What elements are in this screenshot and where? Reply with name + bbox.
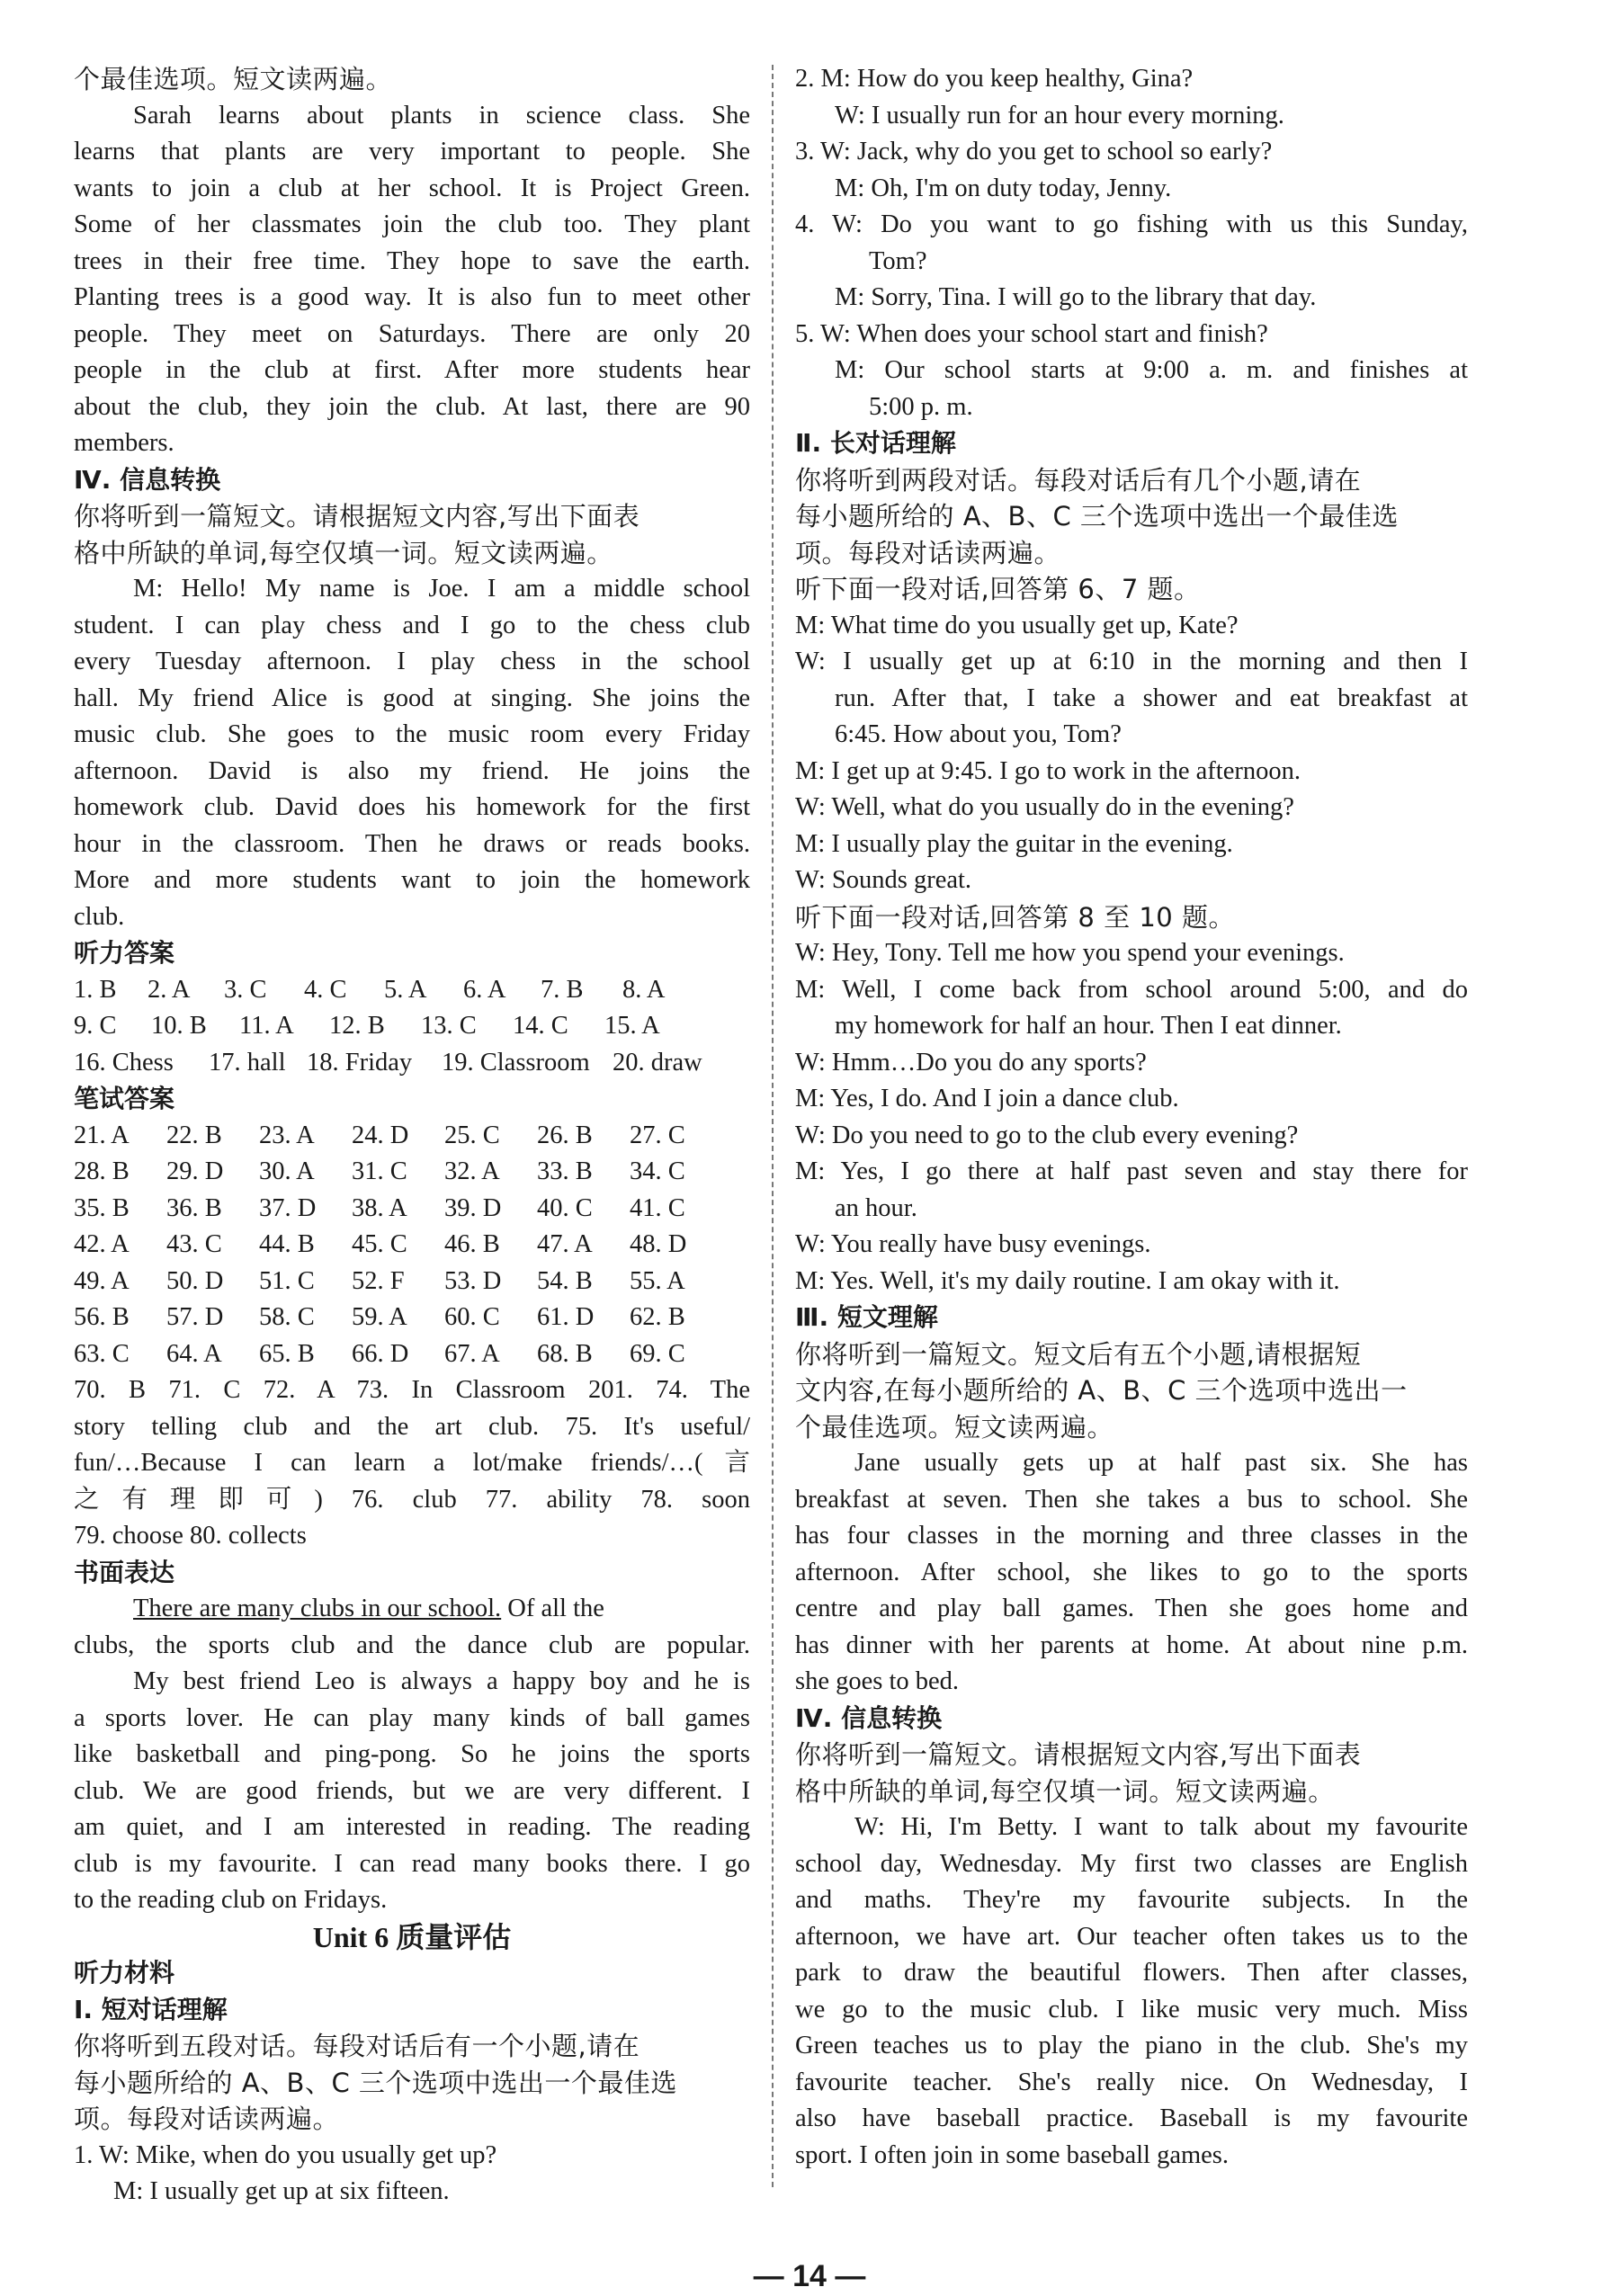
written-answers-heading: 笔试答案 bbox=[74, 1084, 175, 1113]
text-line: centre and play ball games. Then she goes home and bbox=[795, 1595, 1468, 1622]
dialogue-line: M: Oh, I'm on duty today, Jenny. bbox=[835, 174, 1172, 202]
text-line: breakfast at seven. Then she takes a bus to school. She bbox=[795, 1485, 1468, 1514]
answer-item: 20. draw bbox=[613, 1048, 702, 1077]
answer-item: 26. B bbox=[537, 1121, 593, 1149]
dialogue-line: 5. W: When does your school start and finish? bbox=[795, 319, 1268, 348]
dialogue-line: 5:00 p. m. bbox=[869, 392, 973, 421]
text-line: like basketball and ping-pong. So he joins the sports bbox=[74, 1740, 750, 1768]
listening-material-heading: 听力材料 bbox=[74, 1958, 175, 1988]
text-line: W: Hi, I'm Betty. I want to talk about my favourite bbox=[854, 1813, 1468, 1841]
answer-item: 33. B bbox=[537, 1157, 593, 1185]
dialogue-line: W: You really have busy evenings. bbox=[795, 1230, 1151, 1258]
text-line: to the reading club on Fridays. bbox=[74, 1886, 388, 1914]
dialogue-line: M: I usually get up at six fifteen. bbox=[113, 2177, 450, 2205]
instruction-line: 格中所缺的单词,每空仅填一词。短文读两遍。 bbox=[74, 537, 613, 568]
dialogue-line: M: Yes. Well, it's my daily routine. I am okay with it. bbox=[795, 1266, 1340, 1295]
dialogue-line: an hour. bbox=[835, 1193, 917, 1222]
answer-line: story telling club and the art club. 75. It's useful/ bbox=[74, 1412, 750, 1441]
text-line: people. They meet on Saturdays. There are only 20 bbox=[74, 319, 750, 348]
instruction-line: 你将听到一篇短文。请根据短文内容,写出下面表 bbox=[795, 1739, 1362, 1770]
answer-row bbox=[74, 1300, 750, 1336]
answer-row bbox=[74, 1045, 750, 1082]
answer-row bbox=[74, 1264, 750, 1300]
answer-item: 6. A bbox=[463, 975, 506, 1004]
text-line: student. I can play chess and I go to the chess club bbox=[74, 611, 750, 639]
dialogue-line: 3. W: Jack, why do you get to school so early? bbox=[795, 138, 1273, 165]
column-divider bbox=[772, 65, 774, 2187]
answer-item: 58. C bbox=[259, 1303, 315, 1331]
text-line: has four classes in the morning and three classes in the bbox=[795, 1522, 1468, 1550]
text-line: park to draw the beautiful flowers. Then after classes, bbox=[795, 1959, 1468, 1987]
question-note: 听下面一段对话,回答第 6、7 题。 bbox=[795, 574, 1201, 604]
text-line: learns that plants are very important to people. She bbox=[74, 138, 750, 165]
essay-body bbox=[74, 1628, 750, 1919]
section-heading: Ⅳ. 信息转换 bbox=[795, 1702, 943, 1733]
passage-jane bbox=[795, 1445, 1468, 1701]
text-line: clubs, the sports club and the dance club are popular. bbox=[74, 1630, 750, 1659]
answer-item: 24. D bbox=[352, 1121, 409, 1149]
text-line: Green teaches us to play the piano in the club. She's my bbox=[795, 2032, 1468, 2059]
text-line: favourite teacher. She's really nice. On Wednesday, I bbox=[795, 2068, 1468, 2096]
answer-item: 22. B bbox=[166, 1121, 222, 1149]
answer-item: 36. B bbox=[166, 1193, 222, 1222]
answer-item: 31. C bbox=[352, 1157, 407, 1185]
answer-item: 2. A bbox=[148, 975, 191, 1004]
instruction-line: 项。每段对话读两遍。 bbox=[795, 537, 1061, 568]
answer-item: 44. B bbox=[259, 1230, 315, 1258]
text-line: wants to join a club at her school. It is Project Green. bbox=[74, 174, 750, 202]
answer-item: 41. C bbox=[630, 1193, 685, 1222]
answer-item: 57. D bbox=[166, 1303, 224, 1331]
dialogue-line: M: Yes, I go there at half past seven and stay there for bbox=[795, 1157, 1468, 1185]
text-line: M: Hello! My name is Joe. I am a middle school bbox=[133, 575, 750, 603]
answer-item: 30. A bbox=[259, 1157, 315, 1185]
text-line: afternoon. After school, she likes to go to the sports bbox=[795, 1558, 1468, 1586]
instruction-line: 文内容,在每小题所给的 A、B、C 三个选项中选出一 bbox=[795, 1375, 1408, 1406]
text-line: Some of her classmates join the club too. They plant bbox=[74, 210, 750, 238]
dialogue-line: M: Sorry, Tina. I will go to the library that day. bbox=[835, 283, 1317, 311]
text-line: she goes to bed. bbox=[795, 1667, 960, 1695]
answer-item: 63. C bbox=[74, 1339, 130, 1368]
answer-row bbox=[74, 972, 750, 1009]
section-heading: Ⅲ. 短文理解 bbox=[795, 1302, 938, 1332]
underlined-sentence: There are many clubs in our school. bbox=[133, 1595, 502, 1622]
text-line: about the club, they join the club. At last, there are 90 bbox=[74, 392, 750, 421]
text-line: trees in their free time. They hope to save the earth. bbox=[74, 246, 750, 275]
text-line: people in the club at first. After more students hear bbox=[74, 356, 750, 384]
dialogue-line: 4. W: Do you want to go fishing with us this Sunday, bbox=[795, 210, 1468, 238]
dialogue-line: W: I usually run for an hour every morning. bbox=[835, 101, 1284, 130]
long-dialogue-2 bbox=[795, 935, 1468, 1300]
text-line: 个最佳选项。短文读两遍。 bbox=[74, 64, 393, 94]
answer-item: 53. D bbox=[444, 1266, 502, 1295]
text-line: afternoon, we have art. Our teacher often takes us to the bbox=[795, 1922, 1468, 1951]
answer-item: 46. B bbox=[444, 1230, 500, 1258]
page-number: — 14 — bbox=[753, 2259, 866, 2293]
answer-item: 51. C bbox=[259, 1266, 315, 1295]
passage-joe bbox=[74, 571, 750, 935]
answer-line: fun/…Because I can learn a lot/make friends/…(言 bbox=[74, 1449, 750, 1477]
text-line: hour in the classroom. Then he draws or reads books. bbox=[74, 829, 750, 858]
answer-item: 10. B bbox=[151, 1012, 207, 1040]
instruction-line: 你将听到两段对话。每段对话后有几个小题,请在 bbox=[795, 464, 1362, 496]
unit-title: Unit 6 质量评估 bbox=[312, 1920, 512, 1953]
answer-item: 12. B bbox=[329, 1012, 385, 1040]
text-line: My best friend Leo is always a happy boy and he is bbox=[133, 1667, 750, 1695]
answer-item: 1. B bbox=[74, 975, 117, 1004]
answer-item: 9. C bbox=[74, 1012, 117, 1040]
answer-item: 64. A bbox=[166, 1339, 222, 1368]
answer-item: 43. C bbox=[166, 1230, 222, 1258]
answer-item: 39. D bbox=[444, 1193, 502, 1222]
instruction-line: 每小题所给的 A、B、C 三个选项中选出一个最佳选 bbox=[74, 2067, 677, 2098]
instruction-line: 你将听到一篇短文。短文后有五个小题,请根据短 bbox=[795, 1338, 1362, 1370]
dialogue-line: M: Well, I come back from school around 5:00, and do bbox=[795, 975, 1468, 1004]
answer-row bbox=[74, 1227, 750, 1264]
passage-betty bbox=[795, 1809, 1468, 2174]
answer-item: 23. A bbox=[259, 1121, 315, 1149]
text-line: music club. She goes to the music room every Friday bbox=[74, 720, 750, 748]
answer-item: 8. A bbox=[622, 975, 666, 1004]
instruction-line: 项。每段对话读两遍。 bbox=[74, 2104, 340, 2134]
answer-item: 61. D bbox=[537, 1303, 595, 1331]
instruction-line: 个最佳选项。短文读两遍。 bbox=[795, 1411, 1114, 1443]
answer-item: 34. C bbox=[630, 1157, 685, 1185]
text-line: we go to the music club. I like music very much. Miss bbox=[795, 1995, 1468, 2024]
text-line: members. bbox=[74, 429, 174, 457]
text-line: More and more students want to join the homework bbox=[74, 866, 750, 894]
answer-row bbox=[74, 1336, 750, 1373]
answer-item: 38. A bbox=[352, 1193, 407, 1222]
answer-line: 之有理即可) 76. club 77. ability 78. soon bbox=[74, 1485, 750, 1514]
answer-item: 60. C bbox=[444, 1303, 500, 1331]
dialogue-line: W: Well, what do you usually do in the evening? bbox=[795, 793, 1294, 821]
dialogue-line: W: Sounds great. bbox=[795, 866, 972, 894]
answer-item: 68. B bbox=[537, 1339, 593, 1368]
text-line: am quiet, and I am interested in reading. The reading bbox=[74, 1813, 750, 1841]
text-line: Jane usually gets up at half past six. She has bbox=[854, 1449, 1468, 1477]
answer-row bbox=[74, 1154, 750, 1191]
answer-item: 37. D bbox=[259, 1193, 317, 1222]
answer-item: 11. A bbox=[239, 1012, 294, 1040]
answer-item: 40. C bbox=[537, 1193, 593, 1222]
text-line: Sarah learns about plants in science class. She bbox=[133, 101, 750, 130]
answer-item: 35. B bbox=[74, 1193, 130, 1222]
answer-item: 21. A bbox=[74, 1121, 130, 1149]
answer-item: 17. hall bbox=[209, 1048, 286, 1077]
dialogue-line: 6:45. How about you, Tom? bbox=[835, 720, 1122, 748]
answer-item: 49. A bbox=[74, 1266, 130, 1295]
text-line: club. bbox=[74, 902, 125, 931]
text-line: sport. I often join in some baseball games. bbox=[795, 2140, 1230, 2169]
text-line: club is my favourite. I can read many books there. I go bbox=[74, 1849, 750, 1878]
answer-item: 29. D bbox=[166, 1157, 224, 1185]
dialogue-line: M: What time do you usually get up, Kate? bbox=[795, 611, 1239, 639]
text-line: also have baseball practice. Baseball is my favourite bbox=[795, 2104, 1468, 2132]
text-line: club. We are good friends, but we are very different. I bbox=[74, 1776, 750, 1805]
dialogue-line: W: Hey, Tony. Tell me how you spend your evenings. bbox=[795, 939, 1345, 967]
text-line: every Tuesday afternoon. I play chess in the school bbox=[74, 648, 750, 675]
answer-item: 3. C bbox=[224, 975, 267, 1004]
answer-item: 14. C bbox=[513, 1012, 568, 1040]
answer-item: 15. A bbox=[604, 1012, 660, 1040]
long-dialogue-1 bbox=[795, 608, 1468, 899]
question-note: 听下面一段对话,回答第 8 至 10 题。 bbox=[795, 901, 1235, 933]
answer-item: 7. B bbox=[541, 975, 584, 1004]
listening-answers bbox=[74, 972, 750, 1082]
dialogue-line: M: I get up at 9:45. I go to work in the afternoon. bbox=[795, 756, 1301, 785]
answer-item: 27. C bbox=[630, 1121, 685, 1149]
instruction-line: 你将听到一篇短文。请根据短文内容,写出下面表 bbox=[74, 501, 640, 532]
left-column bbox=[74, 61, 750, 2211]
instruction-line: 格中所缺的单词,每空仅填一词。短文读两遍。 bbox=[795, 1775, 1335, 1807]
text-line: hall. My friend Alice is good at singing. She joins the bbox=[74, 683, 750, 712]
text-line: school day, Wednesday. My first two classes are English bbox=[795, 1849, 1468, 1878]
answer-item: 67. A bbox=[444, 1339, 500, 1368]
dialogue-line: M: Yes, I do. And I join a dance club. bbox=[795, 1085, 1179, 1112]
answer-item: 13. C bbox=[421, 1012, 477, 1040]
answer-item: 47. A bbox=[537, 1230, 593, 1258]
listening-answers-heading: 听力答案 bbox=[74, 938, 175, 968]
essay-heading: 书面表达 bbox=[74, 1557, 175, 1587]
dialogue-line: 2. M: How do you keep healthy, Gina? bbox=[795, 65, 1194, 93]
answer-item: 59. A bbox=[352, 1303, 407, 1331]
essay-first-line bbox=[74, 1591, 750, 1628]
written-answers bbox=[74, 1118, 750, 1373]
section-heading: Ⅱ. 长对话理解 bbox=[795, 428, 956, 458]
answer-item: 55. A bbox=[630, 1266, 685, 1295]
answer-item: 56. B bbox=[74, 1303, 130, 1331]
answer-item: 48. D bbox=[630, 1230, 687, 1258]
dialogue-line: my homework for half an hour. Then I eat dinner. bbox=[835, 1012, 1342, 1040]
short-dialogues bbox=[795, 61, 1468, 425]
dialogue-line: 1. W: Mike, when do you usually get up? bbox=[74, 2140, 497, 2169]
dialogue-line: W: Hmm…Do you do any sports? bbox=[795, 1048, 1147, 1077]
text-line: Planting trees is a good way. It is also fun to meet other bbox=[74, 283, 750, 311]
dialogue-line: M: I usually play the guitar in the evening. bbox=[795, 829, 1233, 858]
passage-sarah bbox=[74, 98, 750, 462]
answer-item: 16. Chess bbox=[74, 1048, 174, 1077]
text-line: afternoon. David is also my friend. He joins the bbox=[74, 756, 750, 785]
answer-item: 32. A bbox=[444, 1157, 500, 1185]
answer-item: 66. D bbox=[352, 1339, 409, 1368]
answer-item: 69. C bbox=[630, 1339, 685, 1368]
answer-line: 79. choose 80. collects bbox=[74, 1522, 307, 1550]
answer-item: 54. B bbox=[537, 1266, 593, 1295]
text-line: has dinner with her parents at home. At about nine p.m. bbox=[795, 1630, 1468, 1659]
answer-line: 70. B 71. C 72. A 73. In Classroom 201. 74. The bbox=[74, 1376, 750, 1404]
section-heading: Ⅰ. 短对话理解 bbox=[74, 1994, 228, 2024]
text-line: and maths. They're my favourite subjects. In the bbox=[795, 1886, 1468, 1914]
answer-row bbox=[74, 1008, 750, 1045]
answer-row bbox=[74, 1191, 750, 1228]
text-span: Of all the bbox=[501, 1595, 604, 1622]
dialogue-line: run. After that, I take a shower and eat breakfast at bbox=[835, 683, 1468, 712]
text-line: a sports lover. He can play many kinds of ball games bbox=[74, 1703, 750, 1732]
answer-item: 4. C bbox=[304, 975, 347, 1004]
answer-item: 65. B bbox=[259, 1339, 315, 1368]
answer-item: 42. A bbox=[74, 1230, 130, 1258]
dialogue-line: Tom? bbox=[869, 246, 927, 275]
instruction-line: 每小题所给的 A、B、C 三个选项中选出一个最佳选 bbox=[795, 501, 1399, 532]
text-line: homework club. David does his homework for the first bbox=[74, 793, 750, 821]
answer-item: 18. Friday bbox=[307, 1048, 413, 1077]
answer-item: 19. Classroom bbox=[442, 1048, 590, 1077]
answer-row bbox=[74, 1118, 750, 1155]
dialogue-line: W: Do you need to go to the club every evening? bbox=[795, 1121, 1299, 1149]
answer-item: 25. C bbox=[444, 1121, 500, 1149]
right-column bbox=[795, 61, 1468, 2174]
section-heading: Ⅳ. 信息转换 bbox=[74, 464, 221, 495]
answer-item: 52. F bbox=[352, 1266, 405, 1295]
dialogue-line: M: Our school starts at 9:00 a. m. and finishes at bbox=[835, 356, 1468, 384]
instruction-line: 你将听到五段对话。每段对话后有一个小题,请在 bbox=[74, 2031, 640, 2061]
answer-item: 50. D bbox=[166, 1266, 224, 1295]
answer-item: 62. B bbox=[630, 1303, 685, 1331]
dialogue-line: W: I usually get up at 6:10 in the morning and then I bbox=[795, 648, 1468, 675]
answer-item: 28. B bbox=[74, 1157, 130, 1185]
answer-item: 45. C bbox=[352, 1230, 407, 1258]
answer-item: 5. A bbox=[384, 975, 427, 1004]
